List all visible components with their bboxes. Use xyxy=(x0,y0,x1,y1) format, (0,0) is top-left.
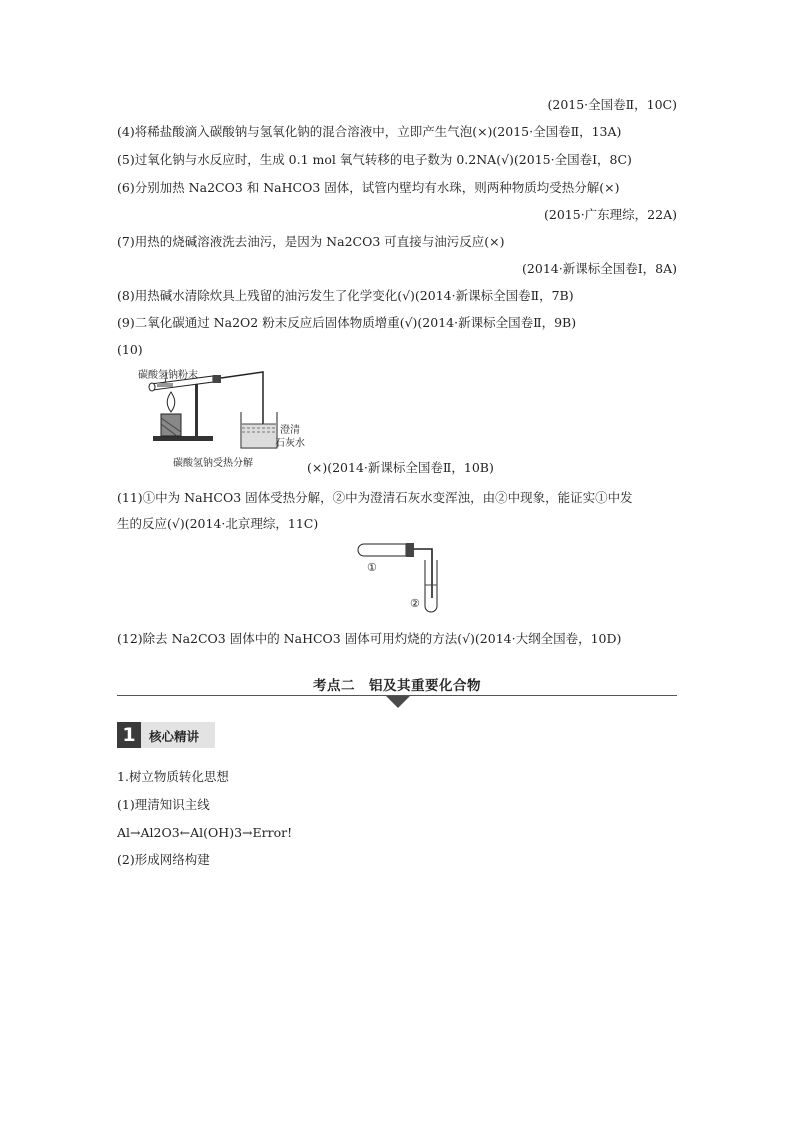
item-7-source: (2014·新课标全国卷Ⅰ，8A) xyxy=(522,261,677,276)
badge-label: 核心精讲 xyxy=(149,729,200,744)
item-12: (12)除去 Na2CO3 固体中的 NaHCO3 固体可用灼烧的方法(√)(2014·大纲全国卷，10D) xyxy=(117,631,622,646)
item-8: (8)用热碱水清除炊具上残留的油污发生了化学变化(√)(2014·新课标全国卷Ⅱ，7B) xyxy=(117,288,574,303)
fig10-label-limewater: 石灰水 xyxy=(275,438,305,449)
fig11-label-1: ① xyxy=(367,561,377,574)
item-11-line-2: 生的反应(√)(2014·北京理综，11C) xyxy=(117,516,319,531)
item-6: (6)分别加热 Na2CO3 和 NaHCO3 固体，试管内壁均有水珠，则两种物质均受热分解(×) xyxy=(117,180,620,195)
content-sub-1: (1)理清知识主线 xyxy=(117,797,210,812)
item-4: (4)将稀盐酸滴入碳酸钠与氢氧化钠的混合溶液中，立即产生气泡(×)(2015·全国卷Ⅱ，13A) xyxy=(117,124,622,139)
item-7: (7)用热的烧碱溶液洗去油污，是因为 Na2CO3 可直接与油污反应(×) xyxy=(117,234,505,249)
content-sub-2: (2)形成网络构建 xyxy=(117,852,210,867)
item-10-judgement: (×)(2014·新课标全国卷Ⅱ，10B) xyxy=(307,460,494,475)
item-11-line-1: (11)①中为 NaHCO3 固体受热分解，②中为澄清石灰水变浑浊，由②中现象，能证实①中发 xyxy=(117,490,633,505)
fig10-label-powder: 碳酸氢钠粉末 xyxy=(138,370,198,381)
fig11-label-2: ② xyxy=(410,597,420,610)
badge-number: 1 xyxy=(117,722,141,748)
item-3-source: (2015·全国卷Ⅱ，10C) xyxy=(547,97,677,112)
fig10-label-clear: 澄清 xyxy=(280,425,300,436)
item-5: (5)过氧化钠与水反应时，生成 0.1 mol 氧气转移的电子数为 0.2NA(√)(2015·全国卷Ⅰ，8C) xyxy=(117,152,632,167)
item-9: (9)二氧化碳通过 Na2O2 粉末反应后固体物质增重(√)(2014·新课标全国卷Ⅱ，9B) xyxy=(117,315,577,330)
item-10-label: (10) xyxy=(117,342,143,357)
core-explanation-badge xyxy=(117,722,215,748)
content-heading-1: 1.树立物质转化思想 xyxy=(117,769,229,784)
section-triangle-marker xyxy=(386,696,410,708)
two-test-tube-figure xyxy=(356,540,446,615)
item-6-source: (2015·广东理综，22A) xyxy=(544,207,677,222)
conversion-chain: Al→Al2O3←Al(OH)3→Error! xyxy=(117,825,293,840)
section-title: 考点二 铝及其重要化合物 xyxy=(313,678,481,694)
fig10-caption: 碳酸氢钠受热分解 xyxy=(173,458,253,469)
